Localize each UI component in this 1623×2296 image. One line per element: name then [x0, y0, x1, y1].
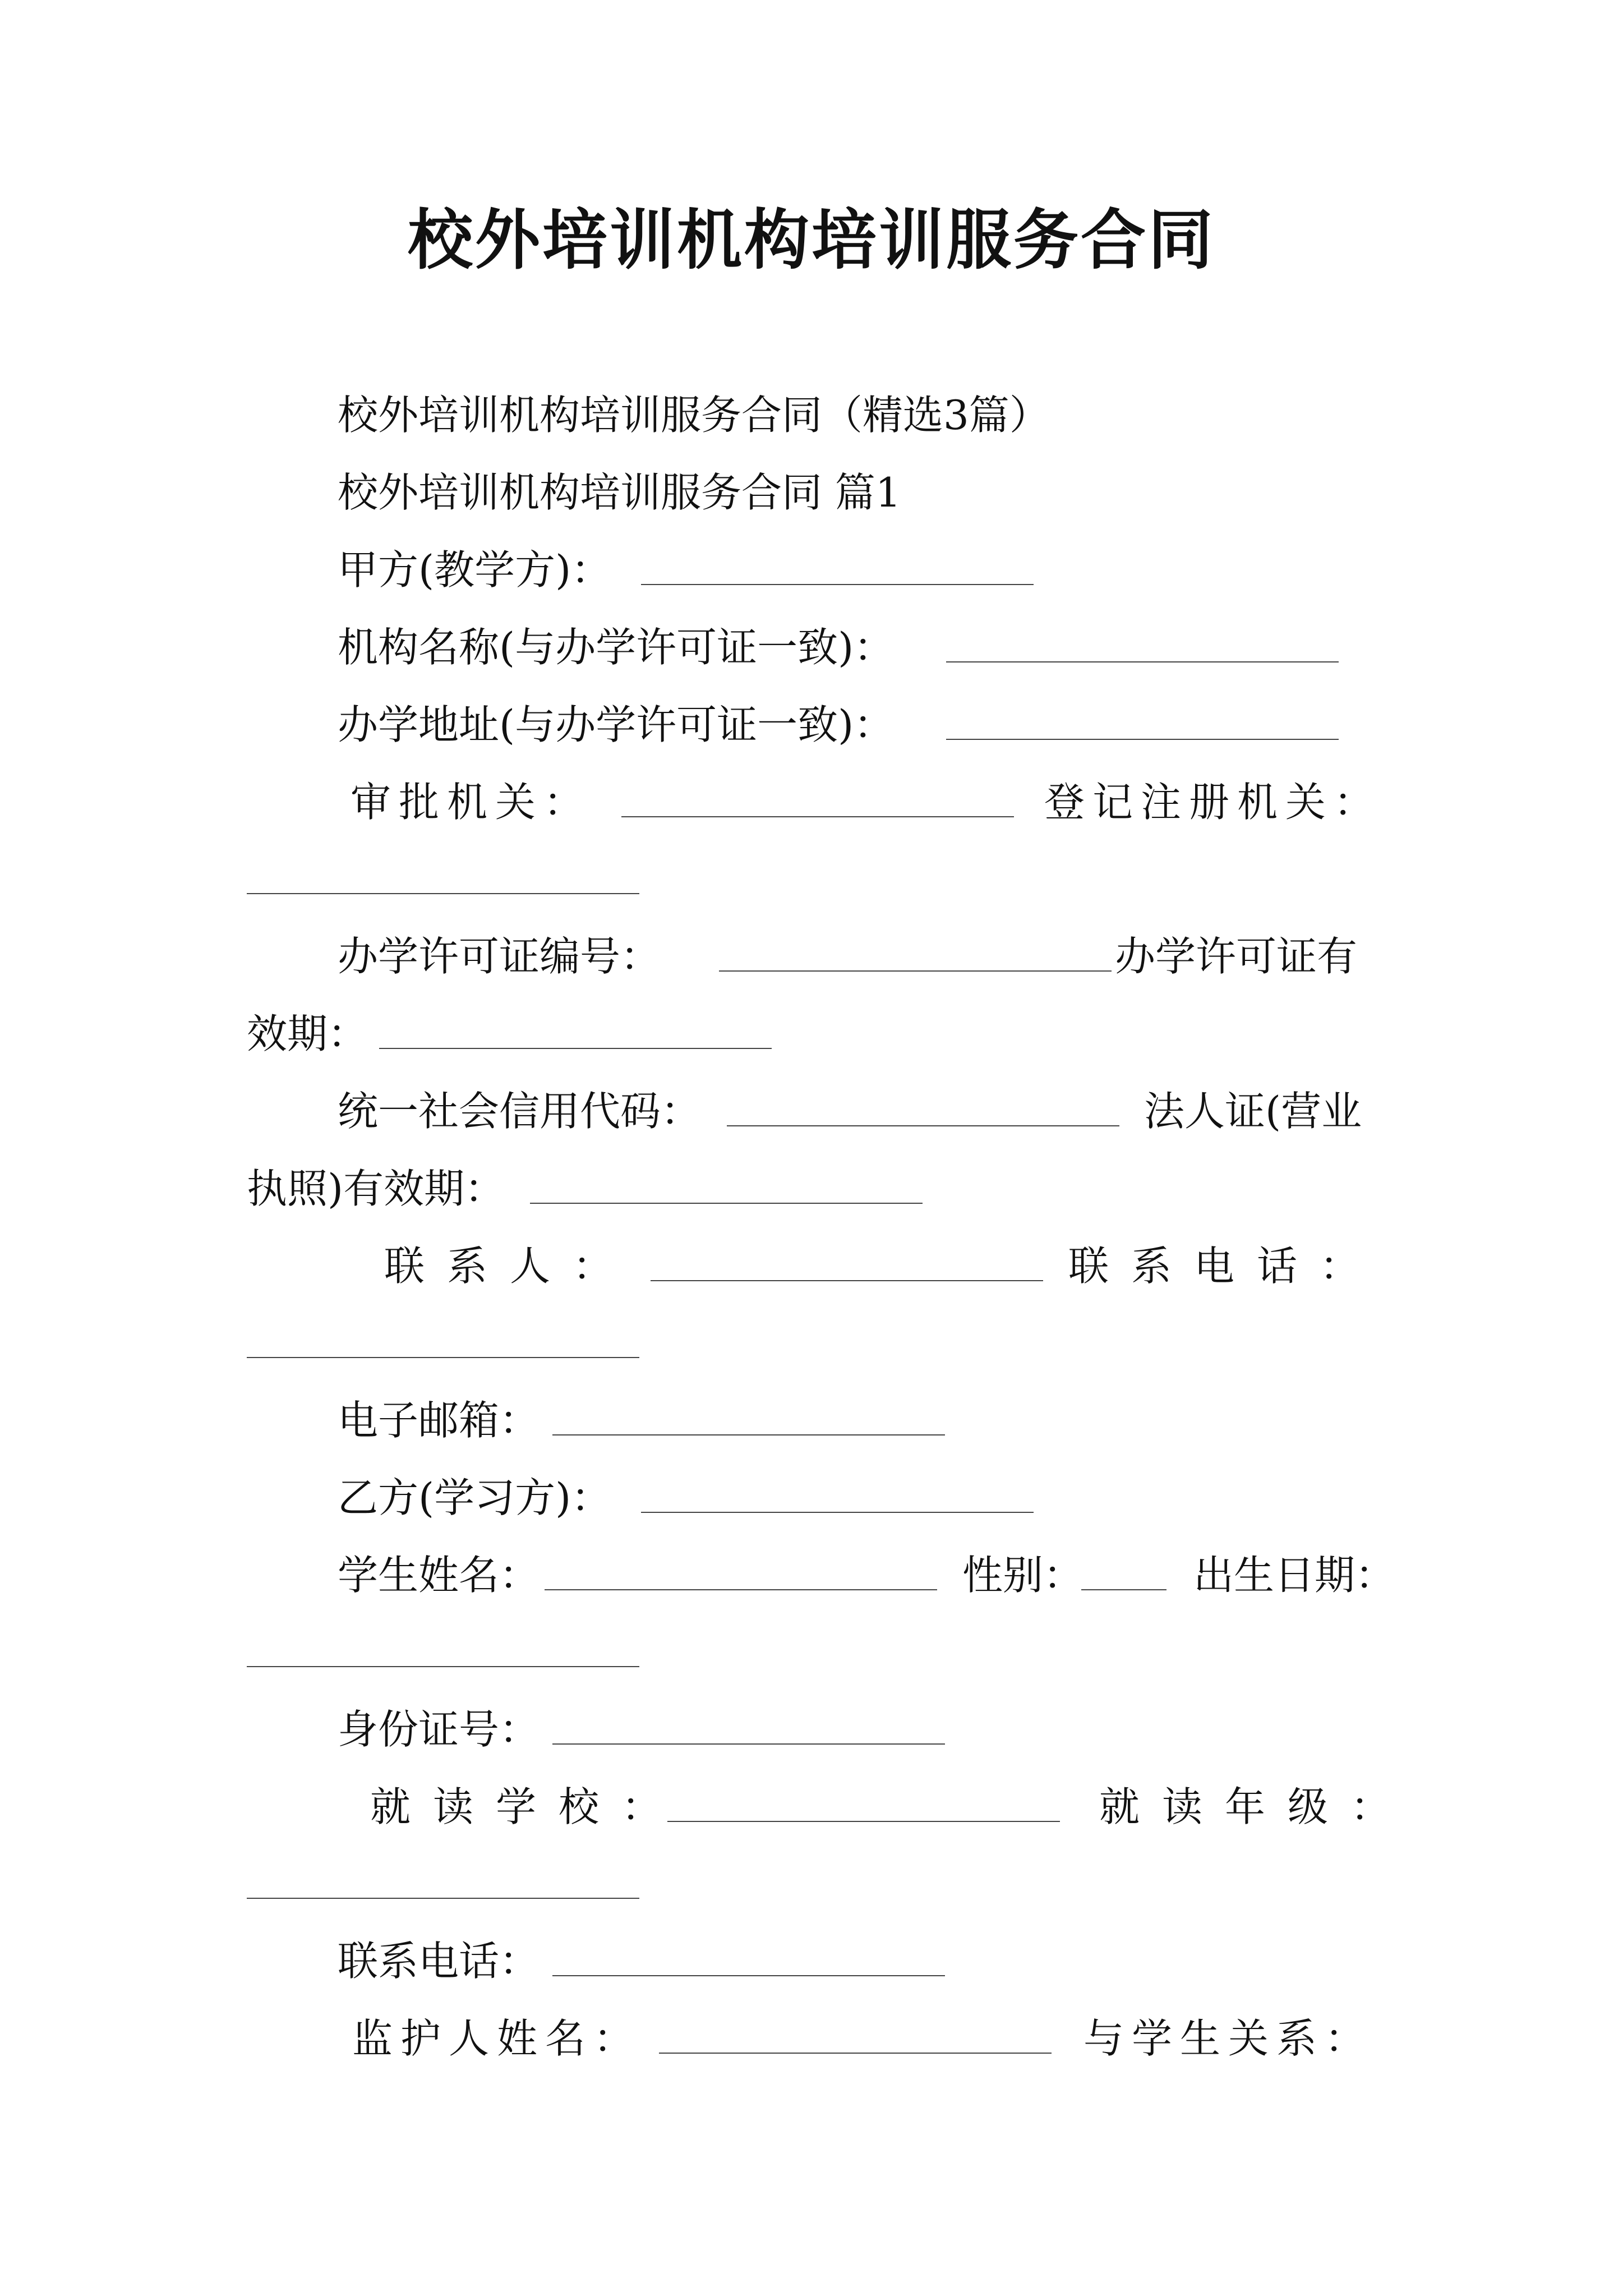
license-validity-label-b: 效期：: [247, 1010, 368, 1057]
relation-label: 与学生关系：: [1083, 2015, 1373, 2062]
grade-label: 就读年级：: [1099, 1783, 1414, 1830]
legal-cert-blank[interactable]: [530, 1203, 923, 1204]
license-number-label: 办学许可证编号：: [338, 933, 661, 980]
legal-cert-label-a: 法人证(营业: [1144, 1088, 1362, 1135]
party-b-label: 乙方(学习方)：: [338, 1474, 612, 1521]
party-a-blank[interactable]: [641, 584, 1034, 585]
student-name-blank[interactable]: [545, 1589, 937, 1590]
school-blank[interactable]: [667, 1821, 1060, 1822]
org-name-label: 机构名称(与办学许可证一致)：: [338, 624, 895, 671]
id-number-label: 身份证号：: [338, 1706, 540, 1753]
guardian-name-label: 监护人姓名：: [352, 2015, 642, 2062]
email-blank[interactable]: [552, 1434, 945, 1435]
credit-code-label: 统一社会信用代码：: [338, 1088, 702, 1135]
contact-phone-blank[interactable]: [247, 1357, 639, 1358]
license-validity-blank[interactable]: [379, 1048, 772, 1049]
section-heading: 校外培训机构培训服务合同 篇1: [338, 469, 901, 516]
school-label: 就读学校：: [370, 1783, 685, 1830]
registration-authority-label: 登记注册机关：: [1044, 779, 1382, 826]
legal-cert-label-b: 执照)有效期：: [247, 1165, 505, 1212]
email-label: 电子邮箱：: [338, 1397, 540, 1444]
school-address-label: 办学地址(与办学许可证一致)：: [338, 701, 895, 748]
party-b-blank[interactable]: [641, 1512, 1034, 1513]
document-title: 校外培训机构培训服务合同: [408, 202, 1215, 278]
student-name-label: 学生姓名：: [338, 1552, 540, 1599]
credit-code-blank[interactable]: [727, 1125, 1119, 1126]
birth-date-blank[interactable]: [247, 1666, 639, 1667]
org-name-blank[interactable]: [946, 661, 1339, 662]
id-number-blank[interactable]: [552, 1743, 945, 1745]
party-a-label: 甲方(教学方)：: [338, 546, 612, 593]
approval-authority-blank[interactable]: [621, 816, 1014, 817]
gender-label: 性别：: [962, 1552, 1084, 1599]
contact-phone-b-label: 联系电话：: [338, 1938, 540, 1985]
approval-authority-label: 审批机关：: [351, 779, 592, 826]
document-subtitle: 校外培训机构培训服务合同（精选3篇）: [338, 392, 1050, 439]
grade-blank[interactable]: [247, 1898, 639, 1899]
license-validity-label-a: 办学许可证有: [1115, 933, 1358, 980]
guardian-name-blank[interactable]: [659, 2053, 1052, 2054]
contact-phone-label: 联系电话：: [1068, 1243, 1383, 1290]
birth-date-label: 出生日期：: [1193, 1552, 1396, 1599]
registration-authority-blank[interactable]: [247, 893, 639, 894]
school-address-blank[interactable]: [946, 739, 1339, 740]
contact-phone-b-blank[interactable]: [552, 1975, 945, 1976]
license-number-blank[interactable]: [719, 970, 1112, 972]
gender-blank[interactable]: [1081, 1589, 1166, 1590]
contact-person-blank[interactable]: [651, 1280, 1043, 1281]
contact-person-label: 联系人：: [384, 1243, 636, 1290]
